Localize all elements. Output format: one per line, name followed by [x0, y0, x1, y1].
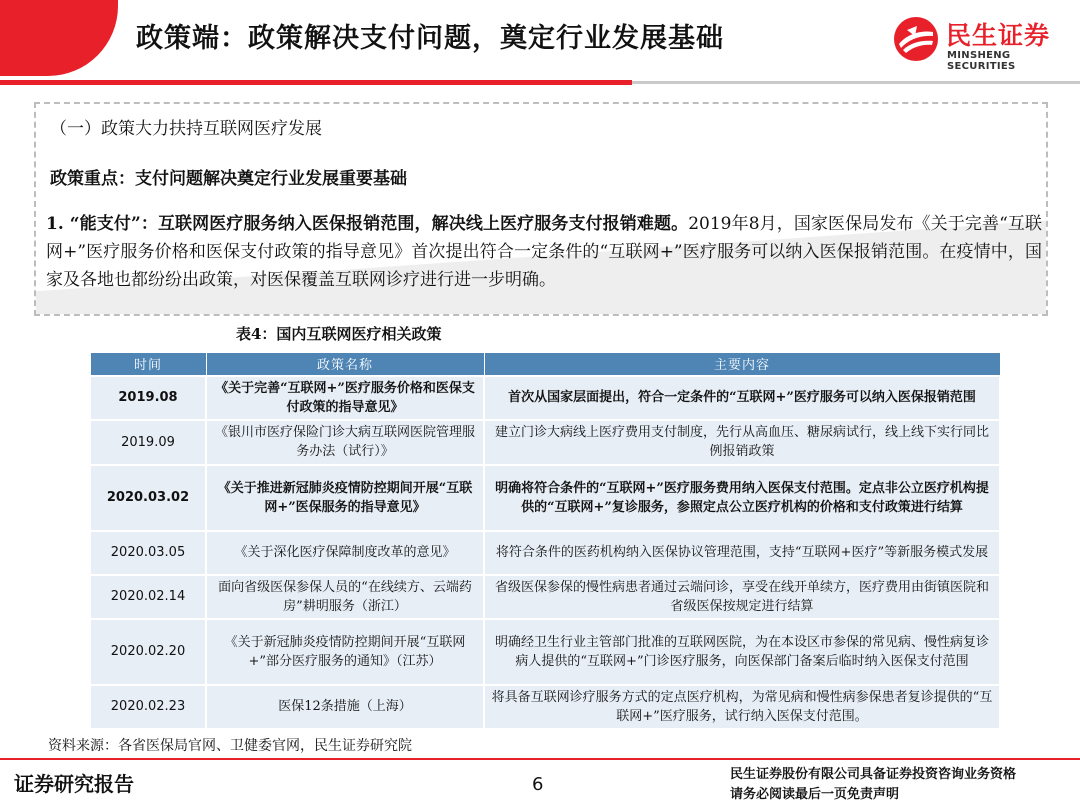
table-row	[90, 531, 1000, 575]
cell-date: 2019.09	[90, 420, 206, 465]
policy-summary-box	[34, 102, 1048, 316]
header-accent-bar	[0, 0, 118, 76]
cell-date: 2020.02.20	[90, 619, 206, 685]
cell-content: 将具备互联网诊疗服务方式的定点医疗机构，为常见病和慢性病参保患者复诊提供的“互联网+”医疗服务，试行纳入医保支付范围。	[484, 685, 1000, 729]
table-row	[90, 685, 1000, 729]
cell-policy-name: 医保12条措施（上海）	[206, 685, 484, 729]
table-row	[90, 465, 1000, 531]
table-row	[90, 575, 1000, 619]
cell-content: 省级医保参保的慢性病患者通过云端问诊，享受在线开单续方，医疗费用由街镇医院和省级医保按规定进行结算	[484, 575, 1000, 619]
policy-paragraph-lead: 1. “能支付”：互联网医疗服务纳入医保报销范围，解决线上医疗服务支付报销难题。	[46, 214, 689, 234]
cell-policy-name: 面向省级医保参保人员的“在线续方、云端药房”耕明服务（浙江）	[206, 575, 484, 619]
logo-text-cn: 民生证券	[946, 21, 1051, 50]
footer-report-type: 证券研究报告	[14, 772, 134, 796]
header-divider-red	[0, 80, 632, 85]
section-title: （一）政策大力扶持互联网医疗发展	[50, 119, 322, 139]
policy-paragraph	[46, 210, 1042, 294]
table-row	[90, 619, 1000, 685]
page-title: 政策端：政策解决支付问题，奠定行业发展基础	[136, 23, 724, 54]
cell-date: 2020.02.14	[90, 575, 206, 619]
cell-policy-name: 《关于推进新冠肺炎疫情防控期间开展“互联网+”医保服务的指导意见》	[206, 465, 484, 531]
minsheng-logo-icon	[893, 16, 939, 62]
cell-date: 2019.08	[90, 376, 206, 420]
header-policy-name: 政策名称	[206, 353, 484, 376]
cell-policy-name: 《关于完善“互联网+”医疗服务价格和医保支付政策的指导意见》	[206, 376, 484, 420]
header-date: 时间	[90, 353, 206, 376]
cell-content: 将符合条件的医药机构纳入医保协议管理范围，支持“互联网+医疗”等新服务模式发展	[484, 531, 1000, 575]
cell-date: 2020.03.02	[90, 465, 206, 531]
table-row	[90, 376, 1000, 420]
footer-disclaimer: 请务必阅读最后一页免责声明	[730, 787, 900, 802]
cell-policy-name: 《银川市医疗保险门诊大病互联网医院管理服务办法（试行）》	[206, 420, 484, 465]
header-divider-gray	[632, 81, 1080, 84]
minsheng-logo	[893, 12, 1075, 70]
cell-content: 明确将符合条件的“互联网+”医疗服务费用纳入医保支付范围。定点非公立医疗机构提供的“互联网+”复诊服务，参照定点公立医疗机构的价格和支付政策进行结算	[484, 465, 1000, 531]
page-number: 6	[532, 774, 544, 795]
cell-policy-name: 《关于深化医疗保障制度改革的意见》	[206, 531, 484, 575]
data-source-note: 资料来源：各省医保局官网、卫健委官网，民生证券研究院	[48, 738, 412, 754]
policy-paragraph-body: 2019年8月，国家医保局发布《关于完善“互联网+”医疗服务价格和医保支付政策的指导意见》首次提出符合一定条件的“互联网+”医疗服务可以纳入医保报销范围。在疫情中，国家及各地也都纷纷出政策，对医保覆盖互联网诊疗进行进一步明确。	[46, 214, 1042, 290]
cell-date: 2020.02.23	[90, 685, 206, 729]
footer-divider	[0, 758, 1080, 760]
table-header-row	[90, 353, 1000, 376]
cell-content: 建立门诊大病线上医疗费用支付制度，先行从高血压、糖尿病试行，线上线下实行同比例报销政策	[484, 420, 1000, 465]
cell-content: 明确经卫生行业主管部门批准的互联网医院，为在本设区市参保的常见病、慢性病复诊病人提供的“互联网+”门诊医疗服务，向医保部门备案后临时纳入医保支付范围	[484, 619, 1000, 685]
footer-qualification: 民生证券股份有限公司具备证券投资咨询业务资格	[730, 767, 1017, 782]
table-caption: 表4：国内互联网医疗相关政策	[236, 325, 442, 343]
policy-focus: 政策重点：支付问题解决奠定行业发展重要基础	[50, 169, 407, 189]
cell-content: 首次从国家层面提出，符合一定条件的“互联网+”医疗服务可以纳入医保报销范围	[484, 376, 1000, 420]
policy-table	[89, 352, 1001, 730]
logo-text-en: MINSHENG SECURITIES	[947, 50, 1016, 72]
header-content: 主要内容	[484, 353, 1000, 376]
cell-policy-name: 《关于新冠肺炎疫情防控期间开展“互联网+”部分医疗服务的通知》（江苏）	[206, 619, 484, 685]
table-row	[90, 420, 1000, 465]
cell-date: 2020.03.05	[90, 531, 206, 575]
